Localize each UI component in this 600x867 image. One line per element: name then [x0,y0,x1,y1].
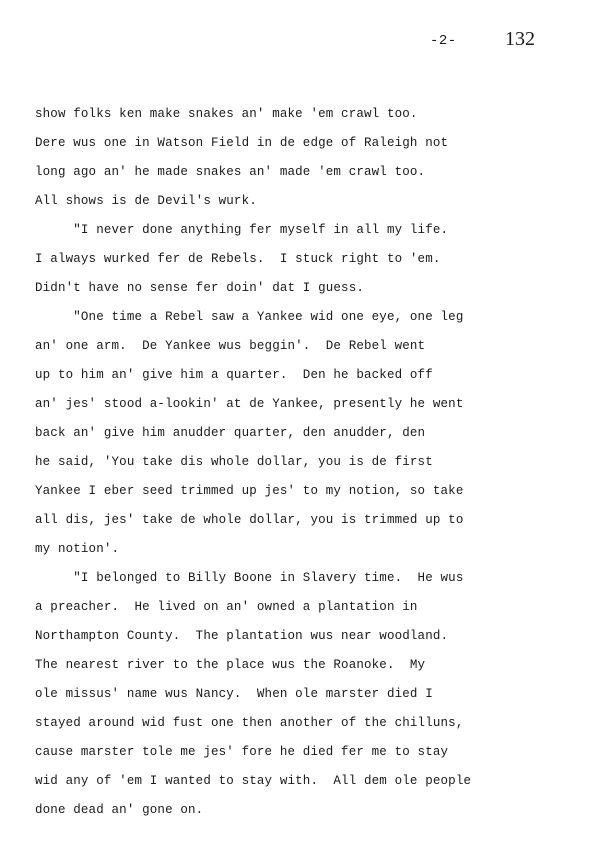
text-line: an' jes' stood a-lookin' at de Yankee, presently he went [35,397,464,411]
text-line: he said, 'You take dis whole dollar, you is de first [35,455,433,469]
text-line: Dere wus one in Watson Field in de edge of Raleigh not [35,136,449,150]
text-line: wid any of 'em I wanted to stay with. All dem ole people [35,774,472,788]
text-line: up to him an' give him a quarter. Den he backed off [35,368,433,382]
text-line: a preacher. He lived on an' owned a plantation in [35,600,418,614]
text-line: ole missus' name wus Nancy. When ole marster died I [35,687,433,701]
text-line: all dis, jes' take de whole dollar, you is trimmed up to [35,513,464,527]
text-line: Northampton County. The plantation wus near woodland. [35,629,449,643]
text-line: show folks ken make snakes an' make 'em crawl too. [35,107,418,121]
text-line: back an' give him anudder quarter, den anudder, den [35,426,426,440]
text-line: my notion'. [35,542,120,556]
text-line: long ago an' he made snakes an' made 'em crawl too. [35,165,426,179]
page-marker: -2- [430,33,457,49]
text-line: The nearest river to the place wus the Roanoke. My [35,658,426,672]
text-line: cause marster tole me jes' fore he died fer me to stay [35,745,449,759]
text-line: "I never done anything fer myself in all my life. [35,223,449,237]
text-line: Yankee I eber seed trimmed up jes' to my notion, so take [35,484,464,498]
text-line: an' one arm. De Yankee wus beggin'. De Rebel went [35,339,426,353]
text-line: All shows is de Devil's wurk. [35,194,257,208]
text-line: I always wurked fer de Rebels. I stuck right to 'em. [35,252,441,266]
text-line: "One time a Rebel saw a Yankee wid one eye, one leg [35,310,464,324]
text-line: stayed around wid fust one then another of the chilluns, [35,716,464,730]
text-line: "I belonged to Billy Boone in Slavery time. He wus [35,571,464,585]
text-line: Didn't have no sense fer doin' dat I guess. [35,281,365,295]
text-line: done dead an' gone on. [35,803,204,817]
folio-number: 132 [505,28,535,50]
